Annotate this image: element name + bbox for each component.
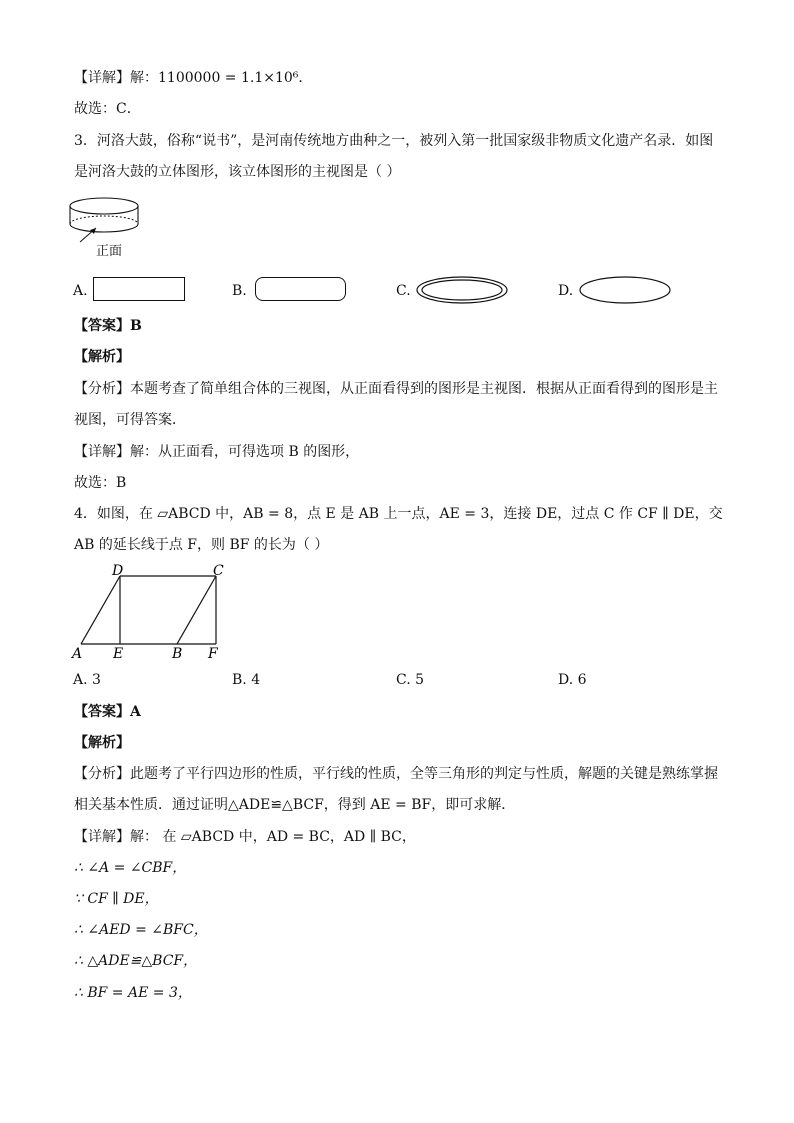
question-4-line-2: AB 的延长线于点 F，则 BF 的长为（ ） [74,537,329,553]
analysis-4-line-2: 相关基本性质．通过证明△ADE≌△BCF，得到 AE = BF，即可求解． [74,797,516,813]
option-b-label: B. [232,283,247,299]
answer-4: 【答案】A [74,704,141,720]
step-4: ∴ △ADE≌△BCF， [74,953,198,969]
step-2: ∵ CF ∥ DE， [74,891,159,907]
label-a: A [72,646,83,660]
analysis-3-heading: 【解析】 [74,349,130,365]
analysis-4-line-1: 【分析】此题考了平行四边形的性质，平行线的性质，全等三角形的判定与性质，解题的关键是熟练掌握 [74,766,718,782]
analysis-3-line-2: 视图，可得答案． [74,412,186,428]
step-1: ∴ ∠A = ∠CBF， [74,860,187,876]
parallelogram-diagram [66,560,246,660]
choice-4-b: B. 4 [232,672,261,688]
label-d: D [112,563,124,579]
option-d-ellipse [576,274,676,306]
question-4-line-1: 4．如图，在 ▱ABCD 中，AB = 8，点 E 是 AB 上一点，AE = 3，连接 DE，过点 C 作 CF ∥ DE，交 [74,506,723,522]
option-d-label: D. [558,283,574,299]
analysis-3-line-1: 【分析】本题考查了简单组合体的三视图，从正面看得到的图形是主视图．根据从正面看得到的图形是主 [74,381,718,397]
analysis-4-heading: 【解析】 [74,735,130,751]
step-3: ∴ ∠AED = ∠BFC， [74,922,208,938]
option-c-label: C. [396,283,411,299]
choice-3: 故选：B [74,475,127,491]
question-3-line-1: 3．河洛大鼓，俗称“说书”，是河南传统地方曲种之一，被列入第一批国家级非物质文化遗产名录．如图 [74,133,714,149]
detail-line-q2: 【详解】解：1100000 = 1.1×10⁶． [74,70,313,86]
label-f: F [208,646,218,660]
front-label: 正面 [96,244,123,259]
label-b: B [172,646,183,660]
choice-4-d: D. 6 [558,672,587,688]
answer-3: 【答案】B [74,318,142,334]
choice-4-a: A. 3 [73,672,101,688]
label-e: E [113,646,124,660]
option-b-rounded-rectangle [255,277,346,301]
question-3-line-2: 是河洛大鼓的立体图形，该立体图形的主视图是（ ） [74,164,401,180]
detail-4: 【详解】解： 在 ▱ABCD 中，AD = BC，AD ∥ BC， [74,829,416,845]
option-c-double-ellipse [414,274,510,306]
detail-3: 【详解】解：从正面看，可得选项 B 的图形， [74,444,360,460]
option-a-label: A. [73,283,88,299]
choice-4-c: C. 5 [396,672,425,688]
label-c: C [213,563,224,579]
step-5: ∴ BF = AE = 3， [74,985,192,1001]
option-a-rectangle [93,277,185,301]
choice-line-q2: 故选：C． [74,101,141,117]
